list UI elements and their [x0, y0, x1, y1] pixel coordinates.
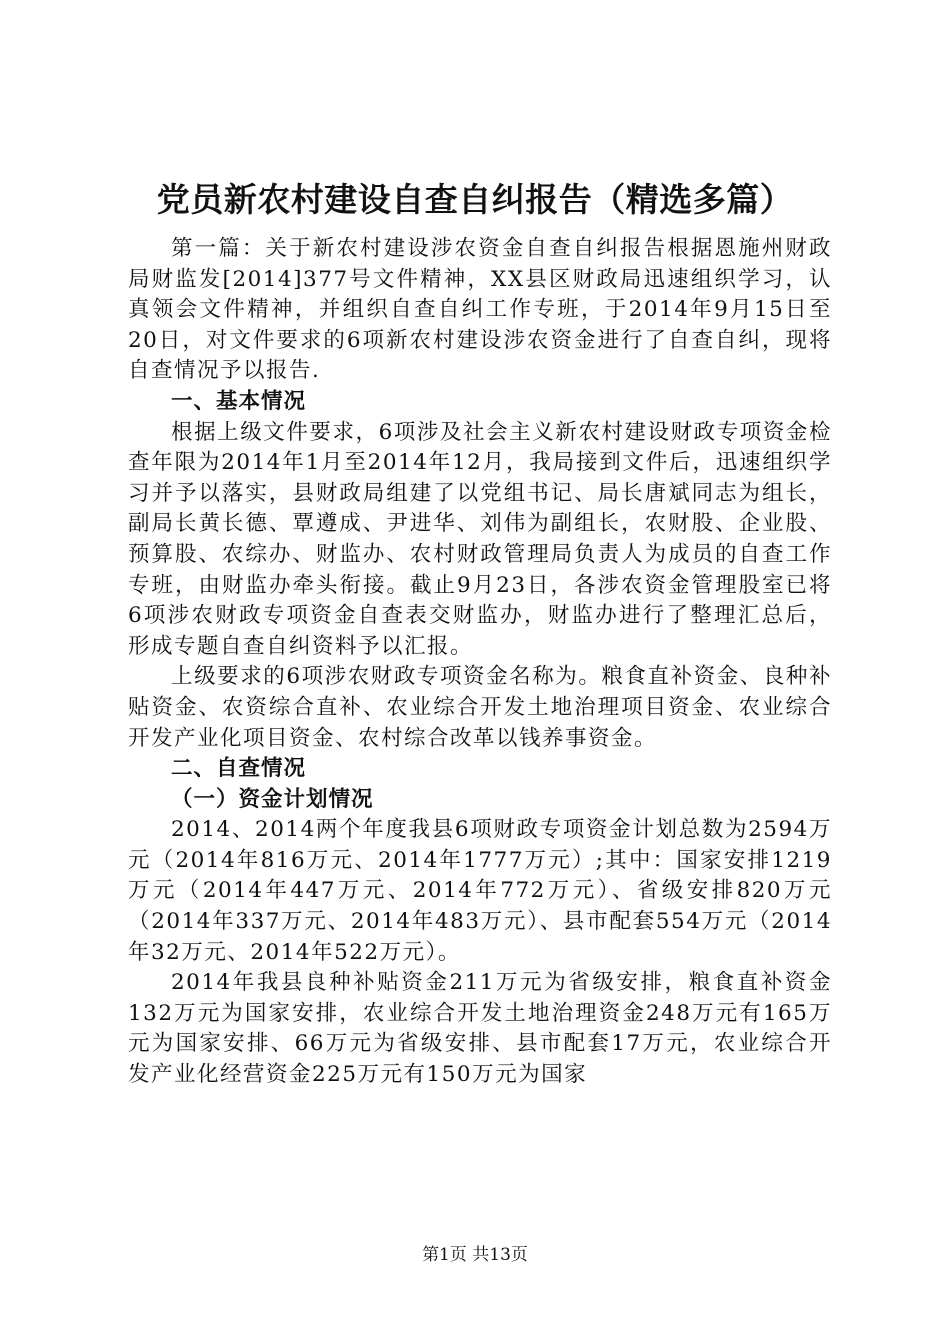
section-heading-selfcheck: 二、自查情况 — [171, 756, 307, 782]
document-title: 党员新农村建设自查自纠报告（精选多篇） — [156, 180, 794, 219]
basic-situation-paragraph: 根据上级文件要求，6项涉及社会主义新农村建设财政专项资金检查年限为2014年1月至2014年12月，我局接到文件后，迅速组织学习并予以落实，县财政局组建了以党组书记、局长唐斌同志为组长，副局长黄长德、覃遵成、尹进华、刘伟为副组长，农财股、企业股、预算股、农综办、财监办、农村财政管理局负责人为成员的自查工作专班，由财监办牵头衔接。截止9月23日，各涉农资金管理股室已将6项涉农财政专项资金自查表交财监办，财监办进行了整理汇总后，形成专题自查自纠资料予以汇报。 — [128, 419, 832, 659]
page-number: 第1页 共13页 — [422, 1245, 528, 1265]
intro-paragraph: 第一篇：关于新农村建设涉农资金自查自纠报告根据恩施州财政局财监发[2014]377号文件精神，XX县区财政局迅速组织学习，认真领会文件精神，并组织自查自纠工作专班，于2014年9月15日至20日，对文件要求的6项新农村建设涉农资金进行了自查自纠，现将自查情况予以报告. — [128, 236, 832, 384]
section-heading-basic: 一、基本情况 — [171, 388, 307, 414]
document-body — [128, 234, 832, 1091]
fund-detail-paragraph: 2014年我县良种补贴资金211万元为省级安排，粮食直补资金132万元为国家安排，农业综合开发土地治理资金248万元有165万元为国家安排、66万元为省级安排、县市配套17万元，农业综合开发产业化经营资金225万元有150万元为国家 — [128, 970, 832, 1088]
subsection-heading-plan: （一）资金计划情况 — [171, 786, 374, 812]
fund-names-paragraph: 上级要求的6项涉农财政专项资金名称为。粮食直补资金、良种补贴资金、农资综合直补、农业综合开发土地治理项目资金、农业综合开发产业化项目资金、农村综合改革以钱养事资金。 — [128, 664, 832, 751]
fund-plan-paragraph: 2014、2014两个年度我县6项财政专项资金计划总数为2594万元（2014年816万元、2014年1777万元）;其中：国家安排1219万元（2014年447万元、2014年772万元）、省级安排820万元（2014年337万元、2014年483万元）、县市配套554万元（2014年32万元、2014年522万元）。 — [128, 817, 832, 965]
